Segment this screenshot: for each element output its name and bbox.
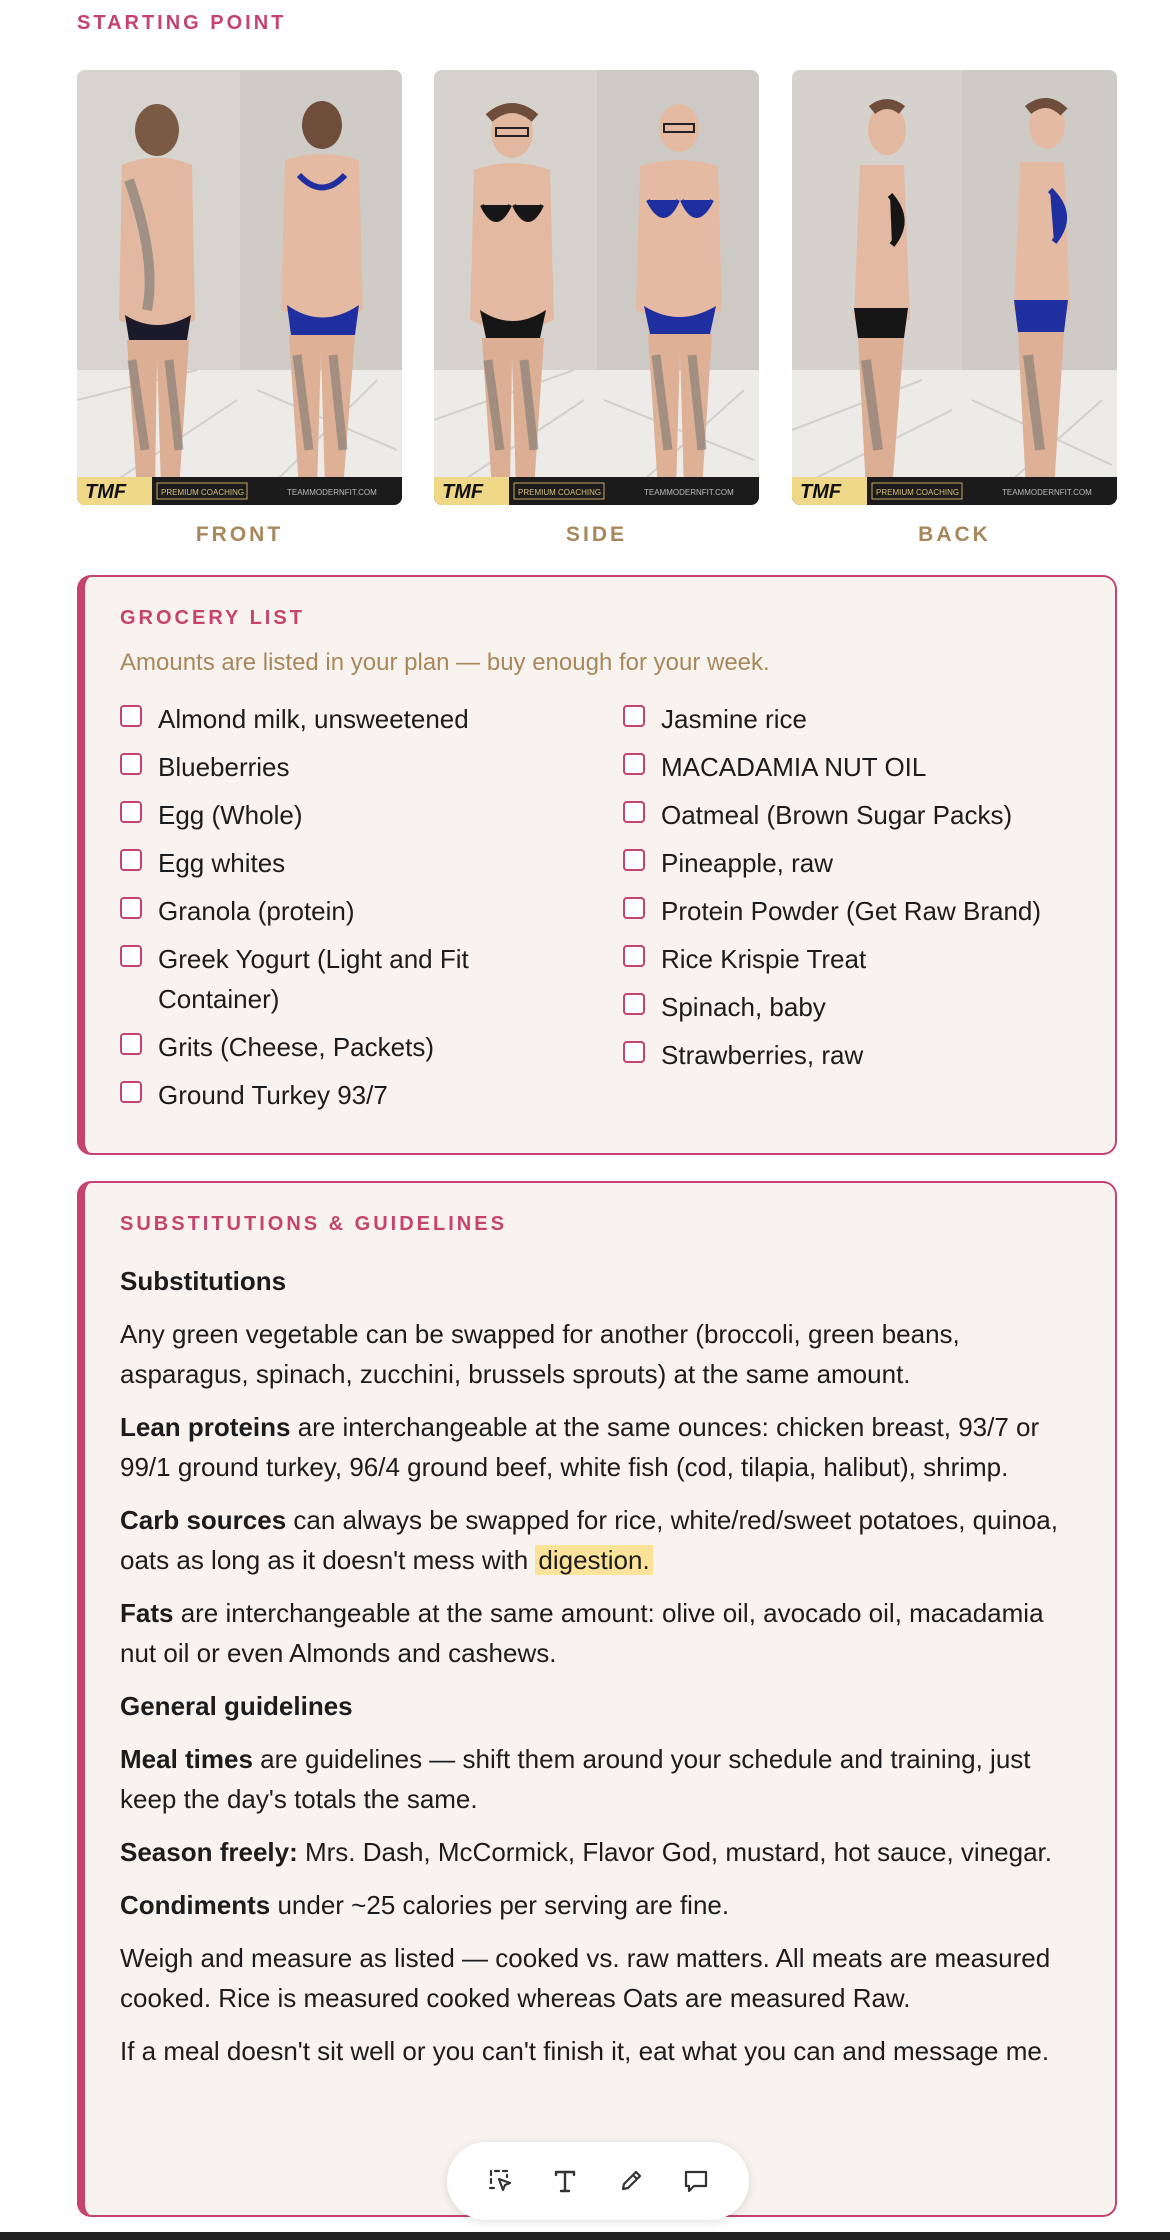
grocery-item[interactable] xyxy=(120,939,590,1019)
grocery-item[interactable] xyxy=(623,939,1093,979)
carb-sources-label: Carb sources xyxy=(120,1505,287,1535)
grocery-item-label: Pineapple, raw xyxy=(661,848,833,878)
progress-photos xyxy=(77,70,1117,546)
photo-site: TEAMMODERNFIT.COM xyxy=(287,488,377,497)
grocery-item[interactable] xyxy=(120,1027,590,1067)
select-icon[interactable] xyxy=(478,2159,522,2203)
checkbox[interactable] xyxy=(120,753,142,775)
checkbox[interactable] xyxy=(623,897,645,919)
grocery-item[interactable] xyxy=(623,987,1093,1027)
text-icon[interactable] xyxy=(543,2159,587,2203)
photo-side-image[interactable] xyxy=(434,70,759,505)
grocery-item[interactable] xyxy=(120,699,590,739)
checkbox[interactable] xyxy=(623,705,645,727)
fats-label: Fats xyxy=(120,1598,174,1628)
photo-brand: TMF xyxy=(85,481,127,503)
grocery-item-label: Blueberries xyxy=(158,752,290,782)
starting-point-label: STARTING POINT xyxy=(77,12,287,34)
season-text: Mrs. Dash, McCormick, Flavor God, mustard, hot sauce, vinegar. xyxy=(297,1837,1052,1867)
pencil-icon[interactable] xyxy=(609,2159,653,2203)
grocery-item-label: Rice Krispie Treat xyxy=(661,944,867,974)
grocery-item[interactable] xyxy=(623,747,1093,787)
comment-icon[interactable] xyxy=(674,2159,718,2203)
photo-back xyxy=(792,70,1117,547)
lean-proteins-text: are interchangeable at the same ounces: chicken breast, 93/7 or 99/1 ground turkey, 96/4 ground beef, white fish (cod, tilapia, halibut), shrimp. xyxy=(120,1412,1040,1482)
substitutions-title: SUBSTITUTIONS & GUIDELINES xyxy=(120,1213,507,1235)
grocery-item-label: MACADAMIA NUT OIL xyxy=(661,752,927,782)
checkbox[interactable] xyxy=(120,705,142,727)
grocery-item[interactable] xyxy=(623,699,1093,739)
grocery-item[interactable] xyxy=(120,891,590,931)
condiments-label: Condiments xyxy=(120,1890,271,1920)
photo-front xyxy=(77,70,402,547)
grocery-item-label: Protein Powder (Get Raw Brand) xyxy=(661,896,1042,926)
meal-times-text: are guidelines — shift them around your schedule and training, just keep the day's totals the same. xyxy=(120,1744,1031,1814)
grocery-item-label: Egg whites xyxy=(158,848,286,878)
grocery-item[interactable] xyxy=(623,891,1093,931)
photo-tag: PREMIUM COACHING xyxy=(518,488,602,497)
grocery-item[interactable] xyxy=(623,843,1093,883)
grocery-note: Amounts are listed in your plan — buy enough for your week. xyxy=(120,649,770,676)
annotation-toolbar xyxy=(447,2142,749,2220)
lean-proteins-paragraph xyxy=(120,1407,1080,1487)
photo-tag: PREMIUM COACHING xyxy=(876,488,960,497)
grocery-item-label: Grits (Cheese, Packets) xyxy=(158,1032,434,1062)
grocery-item-label: Almond milk, unsweetened xyxy=(158,704,469,734)
weigh-paragraph: Weigh and measure as listed — cooked vs. raw matters. All meats are measured cooked. Rice is measured cooked whereas Oats are measured Raw. xyxy=(120,1943,1051,2013)
grocery-item-label: Oatmeal (Brown Sugar Packs) xyxy=(661,800,1013,830)
bottom-edge-bar xyxy=(0,2232,1170,2240)
highlighted-text[interactable]: digestion. xyxy=(535,1545,652,1575)
grocery-item[interactable] xyxy=(623,795,1093,835)
grocery-item[interactable] xyxy=(120,1075,590,1115)
fats-text: are interchangeable at the same amount: olive oil, avocado oil, macadamia nut oil or even Almonds and cashews. xyxy=(120,1598,1044,1668)
meal-times-label: Meal times xyxy=(120,1744,253,1774)
green-veg-paragraph: Any green vegetable can be swapped for another (broccoli, green beans, asparagus, spinach, zucchini, brussels sprouts) at the same amount. xyxy=(120,1319,960,1389)
season-label: Season freely: xyxy=(120,1837,298,1867)
checkbox[interactable] xyxy=(120,1033,142,1055)
photo-site: TEAMMODERNFIT.COM xyxy=(644,488,734,497)
checkbox[interactable] xyxy=(623,945,645,967)
grocery-item-label: Jasmine rice xyxy=(661,704,807,734)
season-paragraph xyxy=(120,1832,1080,1872)
photo-caption-side: SIDE xyxy=(565,523,627,546)
checkbox[interactable] xyxy=(120,849,142,871)
photo-tag: PREMIUM COACHING xyxy=(161,488,245,497)
checkbox[interactable] xyxy=(120,897,142,919)
photo-caption-front: FRONT xyxy=(195,523,284,546)
carb-sources-paragraph xyxy=(120,1500,1080,1580)
general-guidelines-heading: General guidelines xyxy=(120,1691,353,1721)
grocery-item-label: Spinach, baby xyxy=(661,992,826,1022)
grocery-item-label: Egg (Whole) xyxy=(158,800,303,830)
substitutions-heading: Substitutions xyxy=(120,1266,287,1296)
carb-sources-text: can always be swapped for rice, white/red/sweet potatoes, quinoa, oats as long as it doesn't mess with xyxy=(120,1505,1058,1575)
substitutions-body xyxy=(120,1261,1080,2084)
grocery-list-card xyxy=(77,575,1117,1155)
grocery-column-right xyxy=(623,699,1093,1083)
grocery-item-label: Granola (protein) xyxy=(158,896,355,926)
photo-caption-back: BACK xyxy=(918,523,991,546)
grocery-item[interactable] xyxy=(120,747,590,787)
grocery-column-left xyxy=(120,699,590,1123)
checkbox[interactable] xyxy=(623,849,645,871)
lean-proteins-label: Lean proteins xyxy=(120,1412,291,1442)
meal-times-paragraph xyxy=(120,1739,1080,1819)
photo-back-image[interactable] xyxy=(792,70,1117,505)
grocery-item[interactable] xyxy=(120,795,590,835)
checkbox[interactable] xyxy=(623,993,645,1015)
checkbox[interactable] xyxy=(120,801,142,823)
condiments-text: under ~25 calories per serving are fine. xyxy=(270,1890,730,1920)
photo-brand: TMF xyxy=(800,481,842,503)
checkbox[interactable] xyxy=(623,801,645,823)
photo-front-image[interactable] xyxy=(77,70,402,505)
checkbox[interactable] xyxy=(120,1081,142,1103)
photo-side xyxy=(434,70,759,547)
grocery-item-label: Ground Turkey 93/7 xyxy=(158,1080,388,1110)
meal-issue-paragraph: If a meal doesn't sit well or you can't finish it, eat what you can and message me. xyxy=(120,2036,1050,2066)
photo-site: TEAMMODERNFIT.COM xyxy=(1002,488,1092,497)
checkbox[interactable] xyxy=(623,753,645,775)
grocery-item-label: Strawberries, raw xyxy=(661,1040,864,1070)
fats-paragraph xyxy=(120,1593,1080,1673)
substitutions-card xyxy=(77,1181,1117,2217)
checkbox[interactable] xyxy=(623,1041,645,1063)
condiments-paragraph xyxy=(120,1885,1080,1925)
grocery-item-label: Greek Yogurt (Light and Fit Container) xyxy=(158,944,469,1014)
grocery-item[interactable] xyxy=(623,1035,1093,1075)
grocery-list-title: GROCERY LIST xyxy=(120,607,305,629)
photo-brand: TMF xyxy=(442,481,484,503)
grocery-item[interactable] xyxy=(120,843,590,883)
checkbox[interactable] xyxy=(120,945,142,967)
